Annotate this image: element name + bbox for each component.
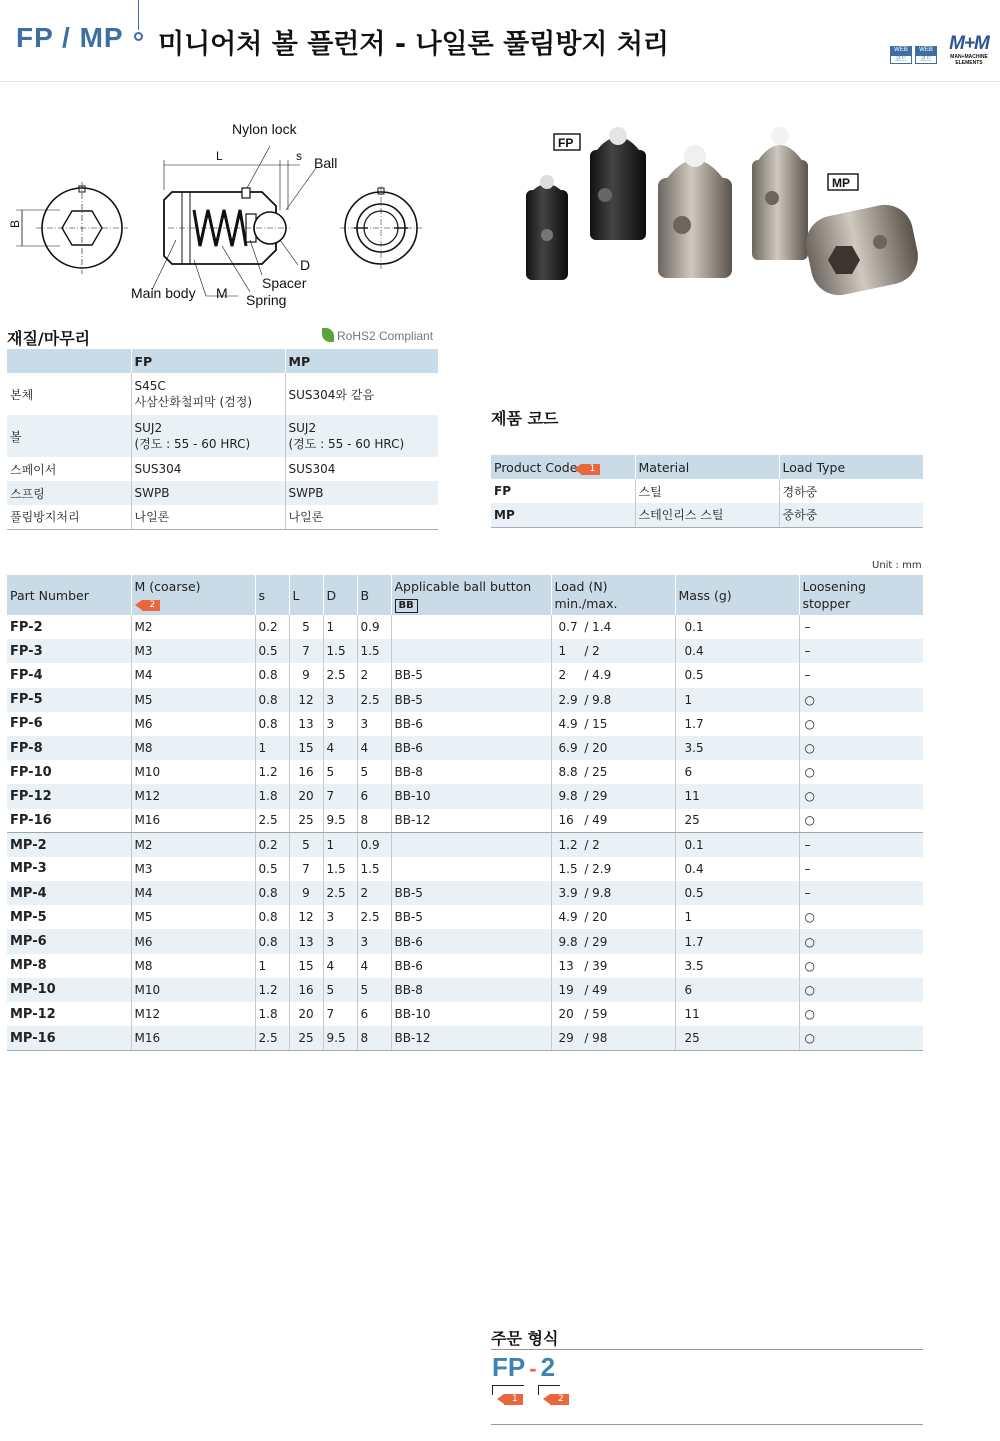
table-row: MP-8 M8 1 15 4 4 BB-6 13 / 39 3.5 ○ (7, 954, 923, 978)
loosening-stopper-mark: ○ (799, 809, 923, 833)
web-code-icon[interactable]: WEB 코드 (890, 46, 912, 64)
leaf-icon (322, 328, 334, 342)
table-row: FP-3 M3 0.5 7 1.5 1.5 1 / 2 0.4 – (7, 639, 923, 663)
nylon-lock-label: Nylon lock (232, 121, 297, 137)
loosening-stopper-mark: ○ (799, 688, 923, 712)
order-divider-top (491, 1349, 923, 1350)
table-row: MP-10 M10 1.2 16 5 5 BB-8 19 / 49 6 ○ (7, 978, 923, 1002)
spec-col-s: s (255, 575, 289, 615)
header-divider-dot (134, 32, 143, 41)
product-code-heading: 제품 코드 (491, 409, 559, 428)
loosening-stopper-mark: ○ (799, 1026, 923, 1050)
fp-large-photo (590, 127, 646, 240)
table-row: FP-10 M10 1.2 16 5 5 BB-8 8.8 / 25 6 ○ (7, 760, 923, 784)
table-row: FP-12 M12 1.8 20 7 6 BB-10 9.8 / 29 11 ○ (7, 784, 923, 808)
table-row: 본체 S45C 사삼산화철피막 (검정) SUS304와 같음 (7, 373, 438, 415)
loosening-stopper-mark: ○ (799, 1002, 923, 1026)
bb-box: BB (395, 599, 418, 613)
loosening-stopper-mark: ○ (799, 712, 923, 736)
table-row: 스페이서 SUS304 SUS304 (7, 457, 438, 481)
load-range: 1.5 / 2.9 (551, 857, 675, 881)
mp-medium-photo (658, 145, 732, 278)
ref-badge-1: 1 (581, 464, 600, 475)
load-range: 0.7 / 1.4 (551, 615, 675, 639)
loosening-stopper-mark: ○ (799, 760, 923, 784)
main-body-label: Main body (131, 285, 196, 301)
load-range: 20 / 59 (551, 1002, 675, 1026)
load-range: 2.9 / 9.8 (551, 688, 675, 712)
table-row: FP-6 M6 0.8 13 3 3 BB-6 4.9 / 15 1.7 ○ (7, 712, 923, 736)
dim-s-label: s (296, 149, 302, 163)
product-code-table (491, 455, 923, 528)
spacer-label: Spacer (262, 275, 307, 291)
table-row: 풀림방지처리 나일론 나일론 (7, 505, 438, 529)
load-range: 13 / 39 (551, 954, 675, 978)
table-row: MP 스테인리스 스틸 중하중 (491, 503, 923, 527)
unit-label: Unit : mm (872, 560, 922, 571)
load-range: 4.9 / 20 (551, 905, 675, 929)
loosening-stopper-mark: ○ (799, 954, 923, 978)
loosening-stopper-mark: – (799, 663, 923, 687)
dim-D-label: D (300, 257, 311, 273)
table-row: FP-8 M8 1 15 4 4 BB-6 6.9 / 20 3.5 ○ (7, 736, 923, 760)
pc-col-load: Load Type (779, 455, 923, 479)
materials-table (7, 349, 438, 530)
table-row: MP-6 M6 0.8 13 3 3 BB-6 9.8 / 29 1.7 ○ (7, 929, 923, 953)
materials-heading: 재질/마무리 (7, 329, 91, 348)
table-row: MP-3 M3 0.5 7 1.5 1.5 1.5 / 2.9 0.4 – (7, 857, 923, 881)
order-example-code: FP - 2 (492, 1352, 556, 1382)
page-title: 미니어처 볼 플런저 - 나일론 풀림방지 처리 (158, 29, 669, 60)
loosening-stopper-mark: ○ (799, 905, 923, 929)
table-row: MP-12 M12 1.8 20 7 6 BB-10 20 / 59 11 ○ (7, 1002, 923, 1026)
load-range: 1.2 / 2 (551, 833, 675, 857)
loosening-stopper-mark: ○ (799, 784, 923, 808)
dim-L-label: L (216, 149, 223, 163)
spec-col-l: L (289, 575, 323, 615)
load-range: 1 / 2 (551, 639, 675, 663)
load-range: 19 / 49 (551, 978, 675, 1002)
spec-col-b: B (357, 575, 391, 615)
order-divider-bottom (491, 1424, 923, 1425)
loosening-stopper-mark: ○ (799, 929, 923, 953)
brand-mark: M+M (949, 33, 989, 54)
dim-M-label: M (216, 285, 228, 301)
technical-drawing (0, 110, 440, 320)
fp-photo-tag: FP (558, 136, 574, 150)
table-row: FP-16 M16 2.5 25 9.5 8 BB-12 16 / 49 25 ○ (7, 809, 923, 833)
brand-subtitle: MAN+MACHINE ELEMENTS (950, 54, 988, 66)
table-row: FP-5 M5 0.8 12 3 2.5 BB-5 2.9 / 9.8 1 ○ (7, 688, 923, 712)
product-series-code: FP / MP (16, 22, 124, 53)
side-view (152, 146, 316, 296)
spec-col-load: Load (N) min./max. (551, 575, 675, 615)
spec-col-mass: Mass (g) (675, 575, 799, 615)
loosening-stopper-mark: – (799, 833, 923, 857)
end-view-left (16, 182, 128, 274)
table-row: 볼 SUJ2 (경도 : 55 - 60 HRC) SUJ2 (경도 : 55 - 60 HRC) (7, 415, 438, 457)
ref-badge-1: 1 (504, 1394, 523, 1405)
table-row: FP 스틸 경하중 (491, 479, 923, 503)
spec-col-bb: Applicable ball button BB (391, 575, 551, 615)
table-row: FP-2 M2 0.2 5 1 0.9 0.7 / 1.4 0.1 – (7, 615, 923, 639)
table-row: MP-16 M16 2.5 25 9.5 8 BB-12 29 / 98 25 ○ (7, 1026, 923, 1050)
table-row: 스프링 SWPB SWPB (7, 481, 438, 505)
ref-badge-2: 2 (550, 1394, 569, 1405)
load-range: 8.8 / 25 (551, 760, 675, 784)
table-row: MP-5 M5 0.8 12 3 2.5 BB-5 4.9 / 20 1 ○ (7, 905, 923, 929)
mp-photo-tag: MP (832, 176, 850, 190)
loosening-stopper-mark: – (799, 639, 923, 663)
rohs-badge: RoHS2 Compliant (322, 328, 433, 343)
spec-col-loosening: Loosening stopper (799, 575, 923, 615)
spring-label: Spring (246, 292, 287, 308)
materials-col-blank (7, 349, 131, 373)
web-code-icon[interactable]: WEB 코드 (915, 46, 937, 64)
loosening-stopper-mark: – (799, 881, 923, 905)
load-range: 29 / 98 (551, 1026, 675, 1050)
load-range: 2 / 4.9 (551, 663, 675, 687)
ref-badge-2: 2 (142, 600, 161, 611)
load-range: 16 / 49 (551, 809, 675, 833)
dim-B-label: B (8, 219, 22, 228)
loosening-stopper-mark: ○ (799, 978, 923, 1002)
mp-tall-photo (752, 127, 808, 260)
load-range: 9.8 / 29 (551, 929, 675, 953)
spec-table (7, 575, 923, 1051)
load-range: 6.9 / 20 (551, 736, 675, 760)
product-photo (490, 110, 930, 300)
pc-col-code: Product Code 1 (491, 455, 635, 479)
materials-col-fp: FP (131, 349, 285, 373)
spec-col-m: M (coarse) 2 (131, 575, 255, 615)
table-row: MP-4 M4 0.8 9 2.5 2 BB-5 3.9 / 9.8 0.5 – (7, 881, 923, 905)
pc-col-material: Material (635, 455, 779, 479)
loosening-stopper-mark: – (799, 615, 923, 639)
loosening-stopper-mark: ○ (799, 736, 923, 760)
brand-logo (942, 34, 996, 68)
table-row: MP-2 M2 0.2 5 1 0.9 1.2 / 2 0.1 – (7, 833, 923, 857)
materials-col-mp: MP (285, 349, 438, 373)
ball-label: Ball (314, 155, 338, 171)
order-heading: 주문 형식 (491, 1329, 559, 1348)
loosening-stopper-mark: – (799, 857, 923, 881)
fp-small-photo (526, 175, 568, 280)
table-row: FP-4 M4 0.8 9 2.5 2 BB-5 2 / 4.9 0.5 – (7, 663, 923, 687)
spec-col-d: D (323, 575, 357, 615)
page-header (0, 0, 1000, 82)
header-divider (138, 0, 139, 30)
end-view-right (340, 186, 422, 270)
load-range: 4.9 / 15 (551, 712, 675, 736)
load-range: 9.8 / 29 (551, 784, 675, 808)
spec-col-part: Part Number (7, 575, 131, 615)
mp-horizontal-photo (801, 200, 923, 300)
load-range: 3.9 / 9.8 (551, 881, 675, 905)
